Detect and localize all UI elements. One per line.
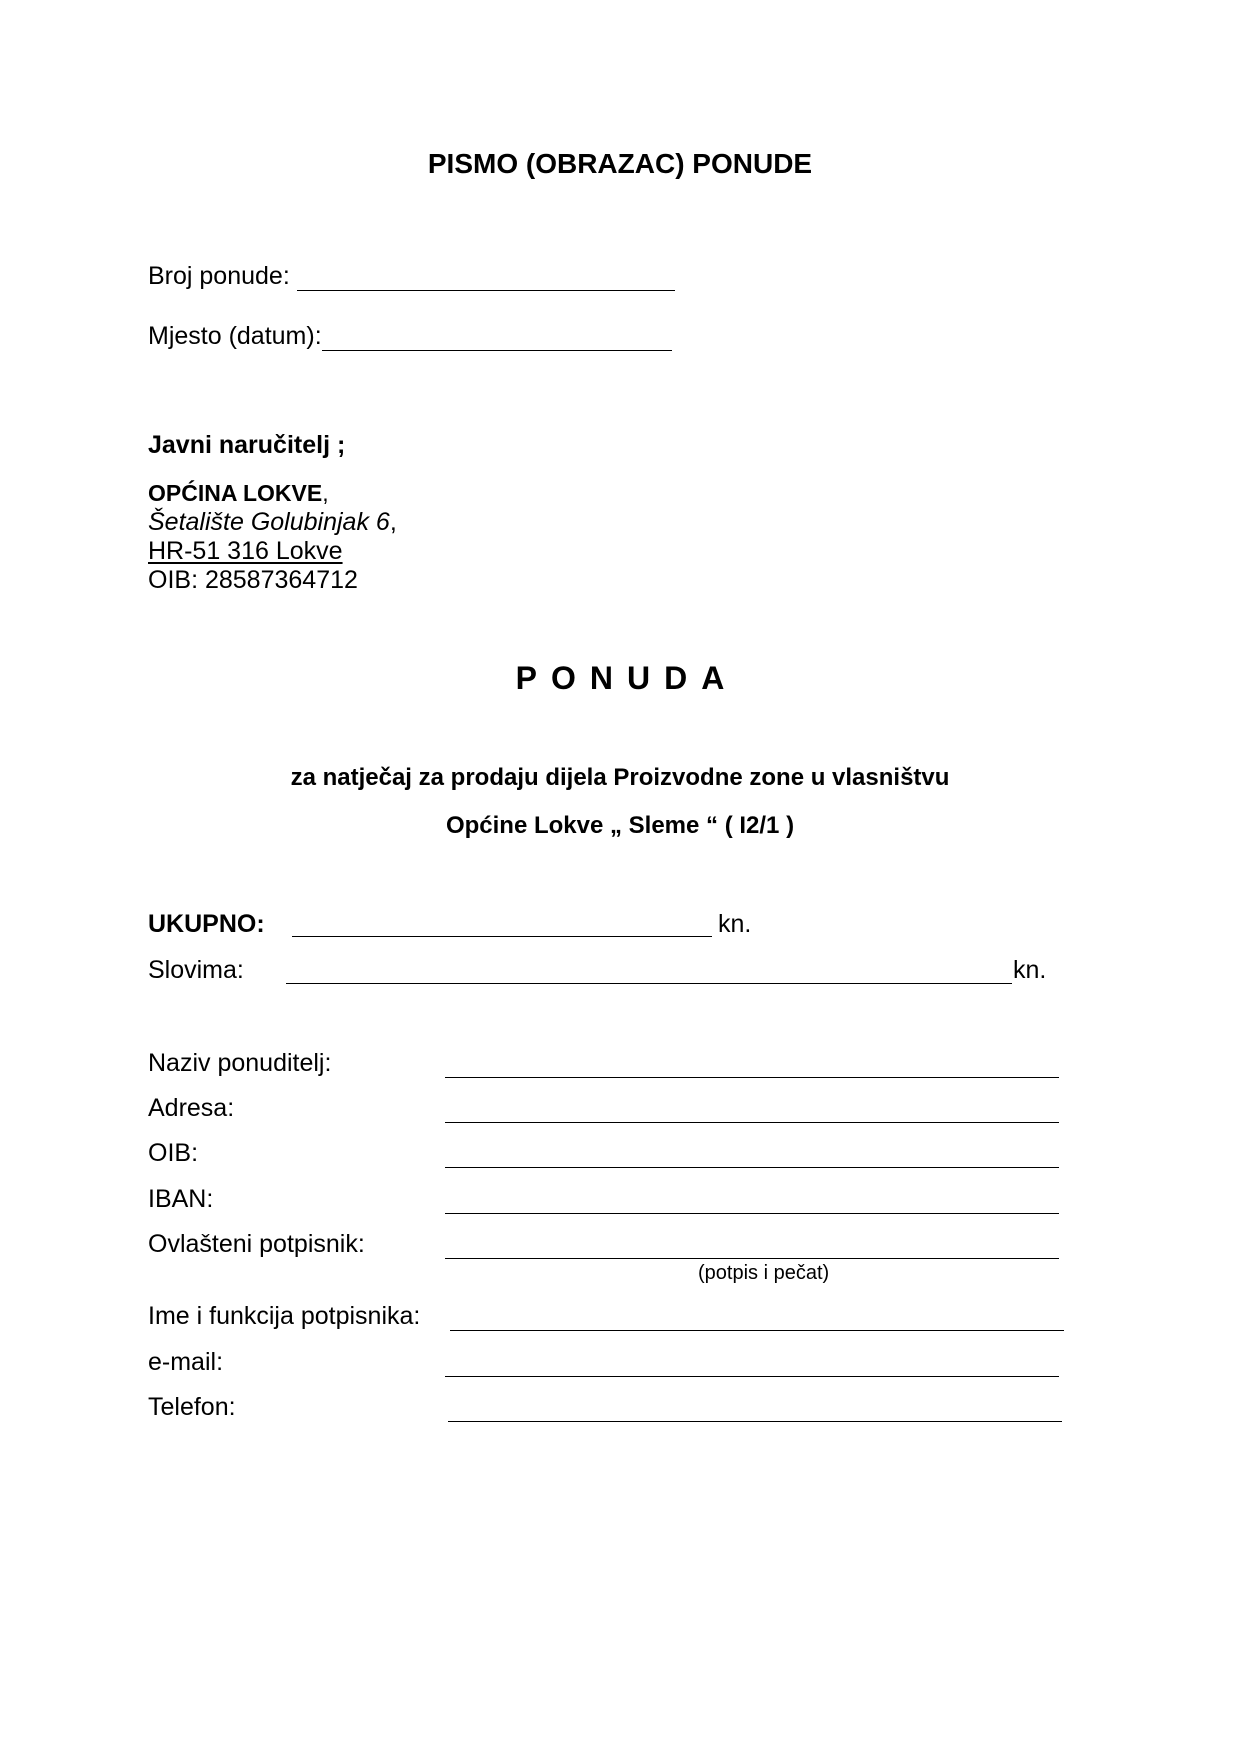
offer-subtitle-line1: za natječaj za prodaju dijela Proizvodne zone u vlasništvu (290, 764, 950, 791)
authorized-signatory-field[interactable] (445, 1258, 1059, 1259)
bidder-name-label: Naziv ponuditelj: (148, 1049, 332, 1077)
email-label: e-mail: (148, 1348, 224, 1376)
bidder-oib-field[interactable] (445, 1167, 1059, 1168)
bidder-address-field[interactable] (445, 1122, 1059, 1123)
authority-street (148, 508, 397, 537)
total-label: UKUPNO: (148, 910, 265, 938)
offer-subtitle-line2: Općine Lokve „ Sleme “ ( I2/1 ) (445, 812, 795, 839)
authorized-signatory-label: Ovlašteni potpisnik: (148, 1230, 365, 1258)
bidder-name-field[interactable] (445, 1077, 1059, 1078)
authority-name (148, 480, 329, 507)
words-amount-field[interactable] (286, 983, 1012, 984)
signatory-name-function-field[interactable] (450, 1330, 1064, 1331)
bidder-address-label: Adresa: (148, 1094, 235, 1122)
signatory-name-function-label: Ime i funkcija potpisnika: (148, 1302, 421, 1330)
contracting-authority-heading: Javni naručitelj ; (148, 431, 346, 459)
place-date-field[interactable] (322, 350, 672, 351)
words-unit: kn. (1013, 956, 1047, 984)
offer-heading: PONUDA (515, 660, 739, 696)
place-date-label: Mjesto (datum): (148, 322, 322, 350)
authority-street-comma: , (389, 508, 397, 536)
page-title: PISMO (OBRAZAC) PONUDE (427, 148, 813, 179)
total-amount-field[interactable] (292, 936, 712, 937)
authority-oib: OIB: 28587364712 (148, 566, 358, 594)
offer-number-field[interactable] (297, 290, 675, 291)
bidder-oib-label: OIB: (148, 1139, 199, 1167)
signature-note: (potpis i pečat) (698, 1262, 830, 1284)
bidder-iban-label: IBAN: (148, 1185, 214, 1213)
authority-name-text: OPĆINA LOKVE (148, 480, 323, 506)
phone-field[interactable] (448, 1421, 1062, 1422)
phone-label: Telefon: (148, 1393, 236, 1421)
words-label: Slovima: (148, 956, 244, 984)
authority-street-text: Šetalište Golubinjak 6 (148, 508, 390, 536)
authority-name-comma: , (322, 480, 329, 506)
offer-number-label: Broj ponude: (148, 262, 290, 290)
total-unit: kn. (718, 910, 752, 938)
authority-postal: HR-51 316 Lokve (148, 537, 343, 565)
email-field[interactable] (445, 1376, 1059, 1377)
bidder-iban-field[interactable] (445, 1213, 1059, 1214)
